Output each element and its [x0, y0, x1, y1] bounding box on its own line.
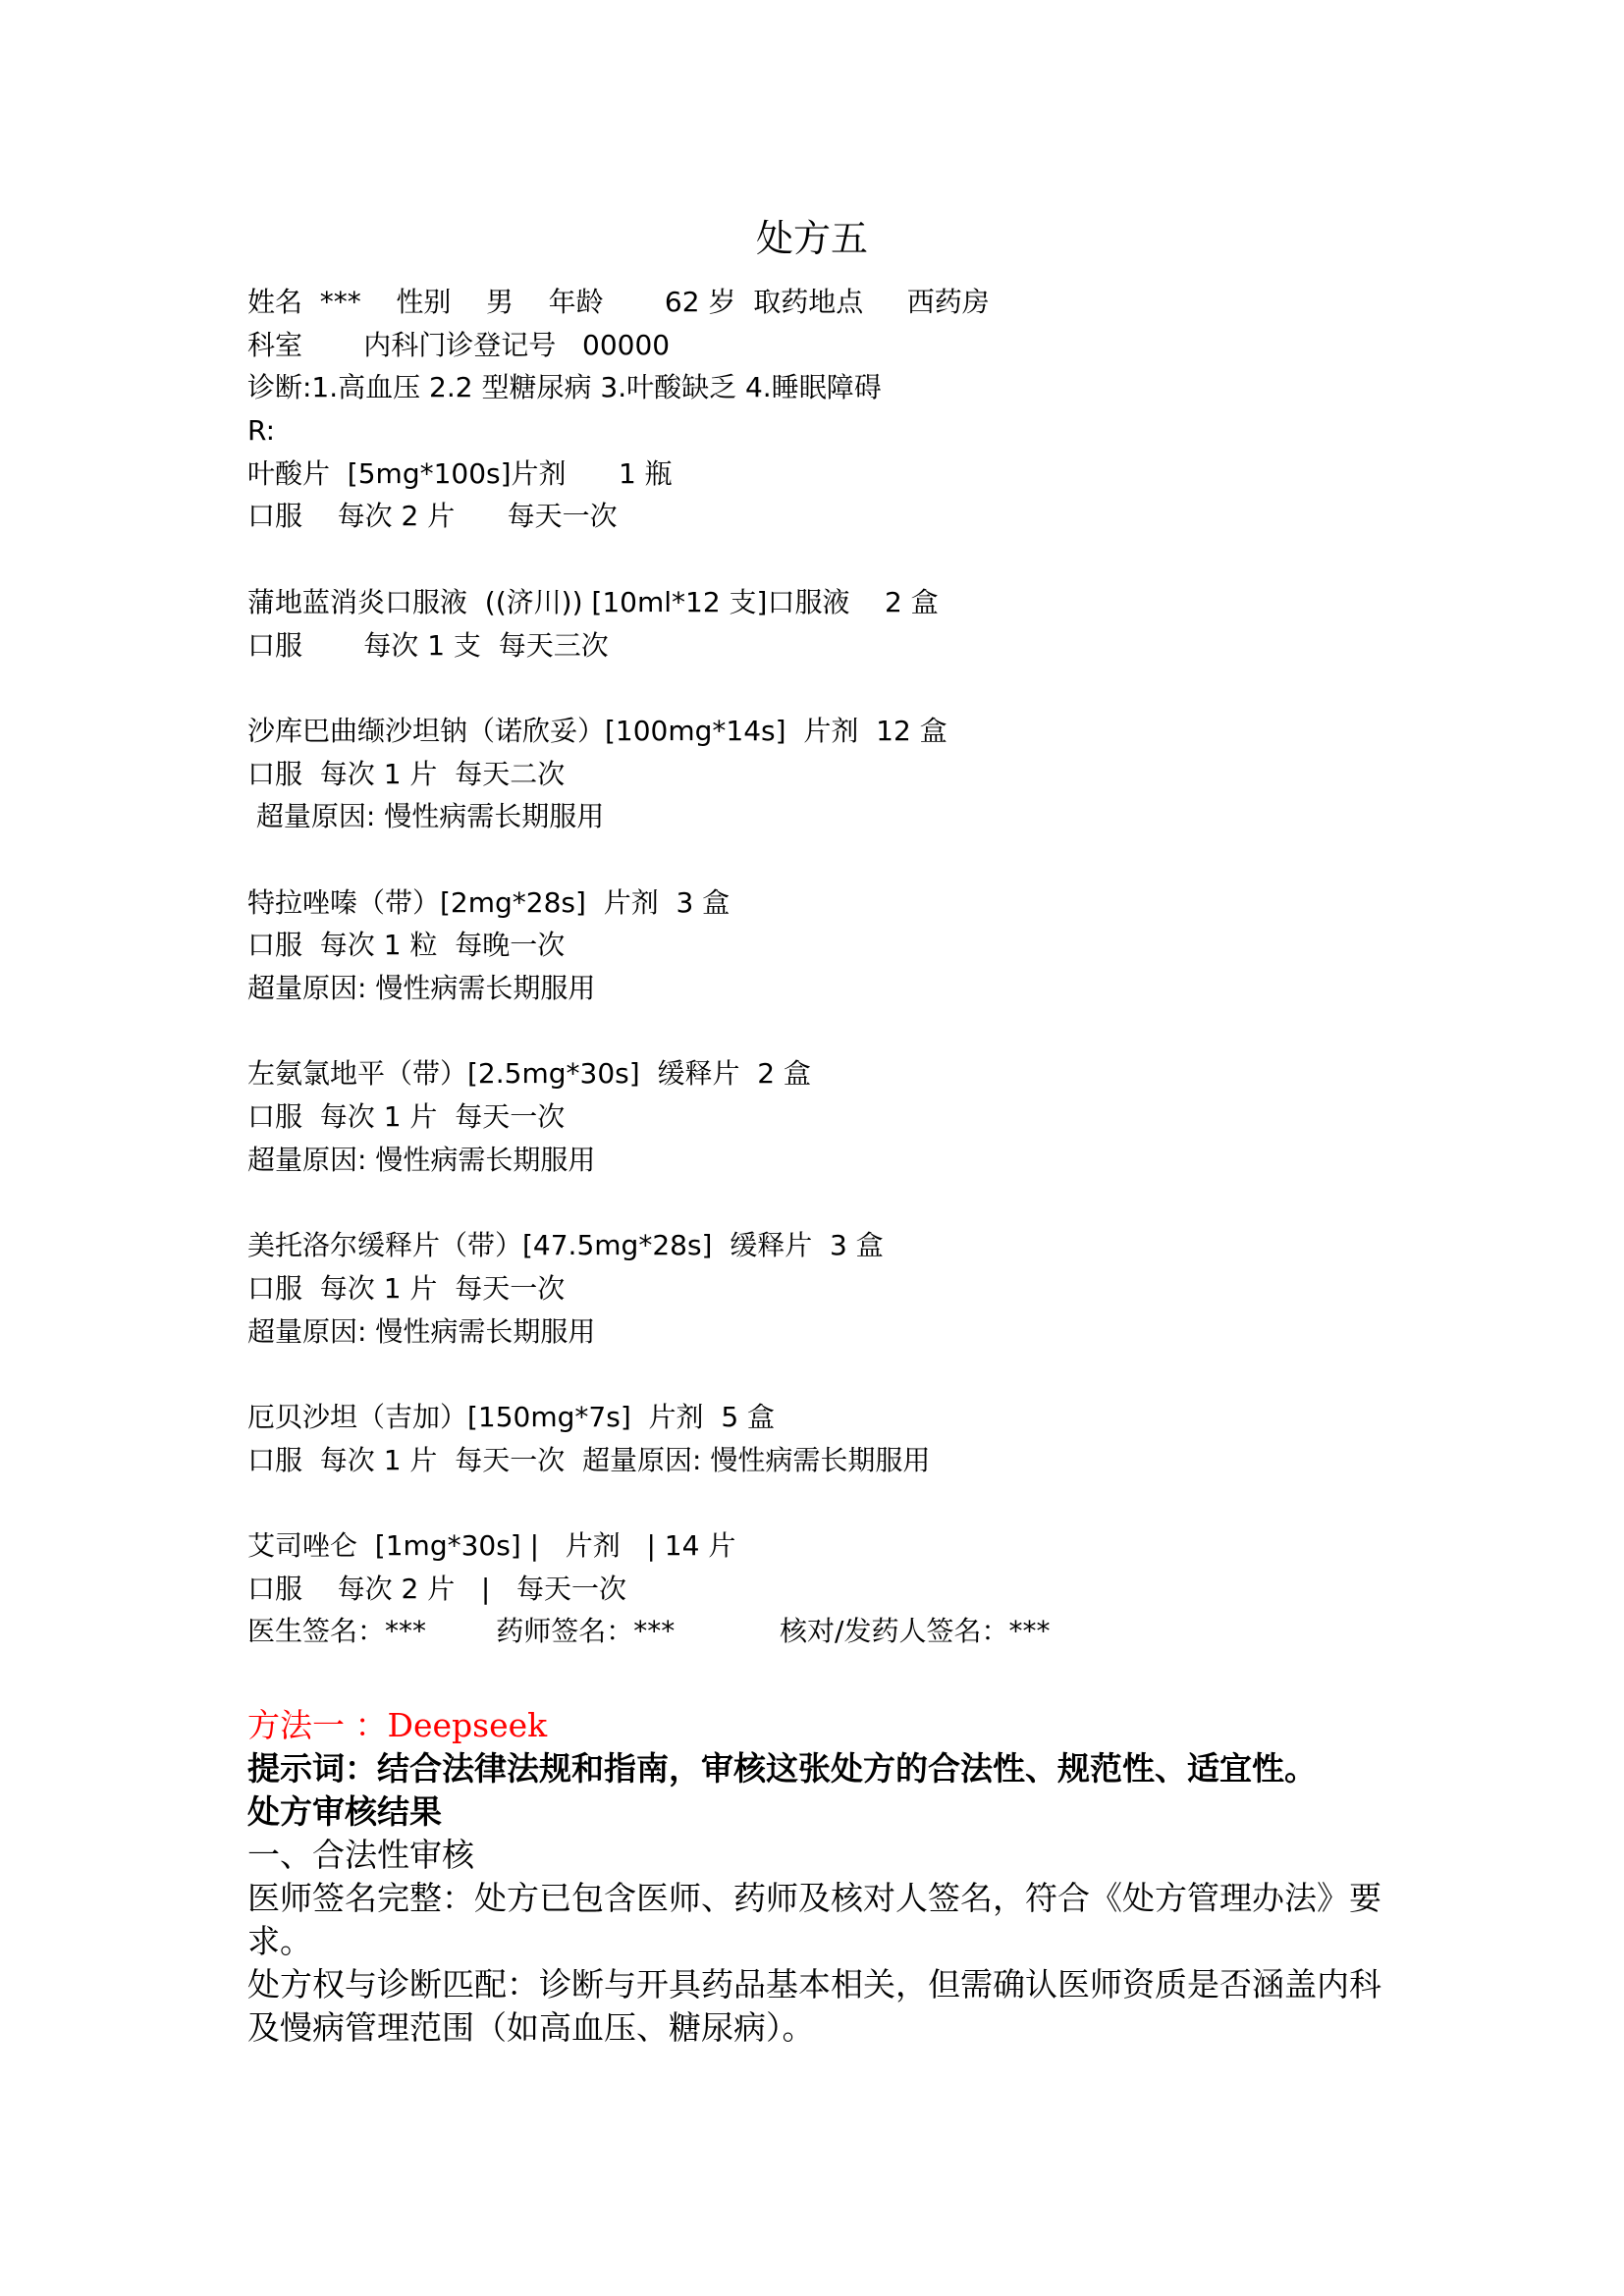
prescription-line: 科室 内科门诊登记号 00000 [247, 328, 671, 361]
result-heading: 处方审核结果 [247, 1792, 442, 1831]
prescription-line: 美托洛尔缓释片（带）[47.5mg*28s] 缓释片 3 盒 [247, 1229, 884, 1262]
prescription-line: 超量原因: 慢性病需长期服用 [247, 972, 596, 1004]
prescription-line: 口服 每次 1 片 每天一次 [247, 1100, 566, 1134]
review-paragraphs [247, 1877, 1386, 2050]
prescription-line: 口服 每次 2 片 | 每天一次 [247, 1572, 627, 1605]
prescription-line: 姓名 *** 性别 男 年龄 62 岁 取药地点 西药房 [247, 286, 990, 318]
prescription-line: 口服 每次 1 片 每天一次 超量原因: 慢性病需长期服用 [247, 1443, 931, 1476]
prescription-line: 超量原因: 慢性病需长期服用 [247, 1143, 596, 1176]
prescription-line [247, 1353, 1377, 1396]
prompt-text: 提示词：结合法律法规和指南，审核这张处方的合法性、规范性、适宜性。 [247, 1749, 1317, 1788]
prescription-line: 口服 每次 2 片 每天一次 [247, 500, 618, 533]
review-line: 医师签名完整：处方已包含医师、药师及核对人签名，符合《处方管理办法》要 [247, 1879, 1381, 1917]
prescription-line: 超量原因: 慢性病需长期服用 [247, 800, 605, 833]
prescription-line: R: [247, 414, 276, 448]
prescription-title: 处方五 [755, 217, 868, 260]
prescription-line: 诊断:1.高血压 2.2 型糖尿病 3.叶酸缺乏 4.睡眠障碍 [247, 371, 882, 404]
prescription-line: 口服 每次 1 支 每天三次 [247, 628, 609, 662]
prescription-line: 医生签名：*** 药师签名：*** 核对/发药人签名：*** [247, 1615, 1051, 1648]
prescription-line: 厄贝沙坦（吉加）[150mg*7s] 片剂 5 盒 [247, 1400, 776, 1433]
prescription-line: 蒲地蓝消炎口服液 ((济川)) [10ml*12 支]口服液 2 盒 [247, 585, 939, 618]
prescription-line [247, 538, 1377, 581]
prescription-line: 超量原因: 慢性病需长期服用 [247, 1314, 596, 1348]
prescription-line: 沙库巴曲缬沙坦钠（诺欣妥）[100mg*14s] 片剂 12 盒 [247, 714, 947, 747]
prescription-line: 左氨氯地平（带）[2.5mg*30s] 缓释片 2 盒 [247, 1057, 811, 1091]
prescription-body [247, 281, 1377, 1653]
prescription-line: 叶酸片 [5mg*100s]片剂 1 瓶 [247, 456, 673, 490]
prescription-line [247, 1481, 1377, 1524]
prescription-line [247, 667, 1377, 710]
review-line: 及慢病管理范围（如高血压、糖尿病）。 [247, 2008, 815, 2047]
method-label: 方法一 ：Deepseek [247, 1706, 548, 1744]
review-section [247, 1704, 1386, 2050]
prescription-line: 特拉唑嗪（带）[2mg*28s] 片剂 3 盒 [247, 885, 731, 919]
review-line: 求。 [247, 1922, 312, 1960]
prescription-line: 口服 每次 1 片 每天一次 [247, 1271, 566, 1305]
prescription-line: 艾司唑仑 [1mg*30s] | 片剂 | 14 片 [247, 1528, 736, 1562]
prescription-line [247, 1181, 1377, 1224]
prescription-line: 口服 每次 1 粒 每晚一次 [247, 929, 566, 962]
prescription-line: 口服 每次 1 片 每天二次 [247, 757, 566, 790]
review-line: 处方权与诊断匹配：诊断与开具药品基本相关，但需确认医师资质是否涵盖内科 [247, 1965, 1381, 2003]
section-heading: 一、合法性审核 [247, 1836, 474, 1874]
prescription-line [247, 838, 1377, 881]
prescription-line [247, 1010, 1377, 1053]
